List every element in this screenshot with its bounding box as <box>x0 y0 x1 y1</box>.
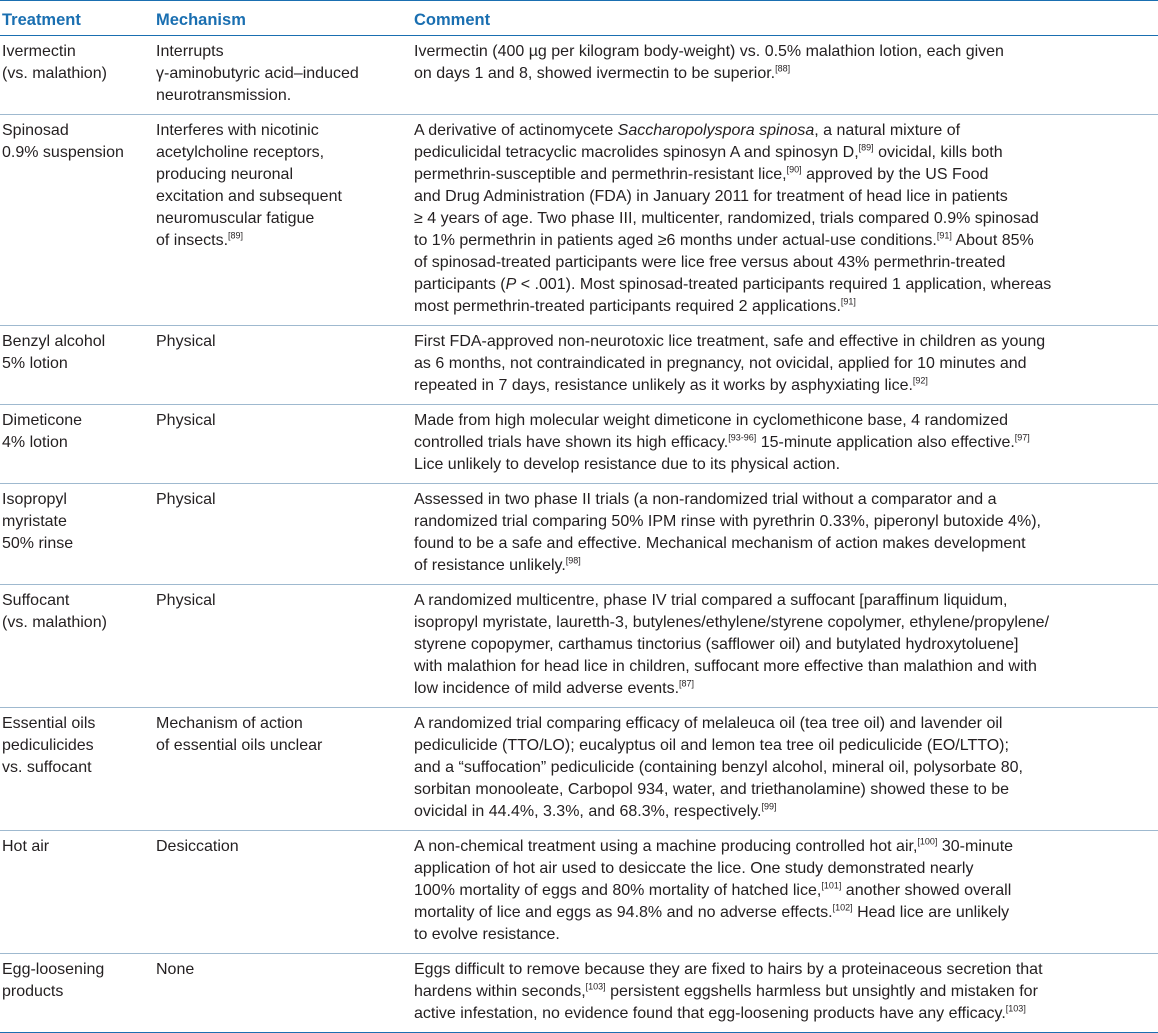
treatment-line: Egg-loosening <box>2 961 105 978</box>
comment-line: styrene copopymer, carthamus tinctorius (safflower oil) and butylated hydroxytoluene] <box>414 636 1019 653</box>
comment-line: of resistance unlikely.[98] <box>414 555 581 574</box>
treatment-line: Benzyl alcohol <box>2 333 106 350</box>
comment-line: repeated in 7 days, resistance unlikely as it works by asphyxiating lice.[92] <box>414 375 928 394</box>
comment-line: isopropyl myristate, lauretth-3, butylenes/ethylene/styrene copolymer, ethylene/propylene/ <box>414 614 1050 631</box>
treatment-line: pediculicides <box>2 737 94 754</box>
cell-comment <box>412 326 1158 405</box>
cell-comment <box>412 708 1158 831</box>
mechanism-line: γ-aminobutyric acid–induced <box>156 65 359 82</box>
treatment-line: Ivermectin <box>2 43 76 60</box>
cell-treatment <box>0 484 154 585</box>
table-row <box>0 326 1158 405</box>
cell-comment <box>412 954 1158 1033</box>
cell-comment <box>412 115 1158 326</box>
cell-comment <box>412 484 1158 585</box>
treatment-line: Suffocant <box>2 592 70 609</box>
comment-line: Made from high molecular weight dimeticone in cyclomethicone base, 4 randomized <box>414 412 1009 429</box>
citation: [100] <box>917 836 938 847</box>
mechanism-line: of insects.[89] <box>156 230 244 249</box>
cell-mechanism <box>154 708 412 831</box>
treatment-line: myristate <box>2 513 67 530</box>
comment-line: most permethrin-treated participants required 2 applications.[91] <box>414 296 856 315</box>
cell-mechanism <box>154 36 412 115</box>
mechanism-line: producing neuronal <box>156 166 293 183</box>
treatment-line: Spinosad <box>2 122 69 139</box>
treatment-line: Isopropyl <box>2 491 67 508</box>
comment-line: pediculicidal tetracyclic macrolides spinosyn A and spinosyn D,[89] ovicidal, kills both <box>414 142 1003 161</box>
comment-line: randomized trial comparing 50% IPM rinse with pyrethrin 0.33%, piperonyl butoxide 4%), <box>414 513 1041 530</box>
citation: [89] <box>858 142 874 153</box>
citation: [88] <box>775 63 791 74</box>
cell-treatment <box>0 585 154 708</box>
citation: [101] <box>821 880 842 891</box>
comment-line: Lice unlikely to develop resistance due to its physical action. <box>414 456 841 473</box>
comment-line: A non-chemical treatment using a machine producing controlled hot air,[100] 30-minute <box>414 836 1014 855</box>
treatment-line: (vs. malathion) <box>2 65 107 82</box>
mechanism-line: neurotransmission. <box>156 87 292 104</box>
citation: [87] <box>679 678 695 689</box>
italic-text: P <box>505 276 517 293</box>
comment-line: Ivermectin (400 µg per kilogram body-weight) vs. 0.5% malathion lotion, each given <box>414 43 1004 60</box>
citation: [91] <box>936 230 952 241</box>
comment-line: on days 1 and 8, showed ivermectin to be superior.[88] <box>414 63 791 82</box>
cell-mechanism <box>154 484 412 585</box>
treatment-line: products <box>2 983 64 1000</box>
treatment-line: 5% lotion <box>2 355 68 372</box>
comment-line: to evolve resistance. <box>414 926 560 943</box>
citation: [90] <box>786 164 802 175</box>
cell-comment <box>412 405 1158 484</box>
comment-line: mortality of lice and eggs as 94.8% and no adverse effects.[102] Head lice are unlikely <box>414 902 1010 921</box>
citation: [99] <box>761 801 777 812</box>
cell-mechanism <box>154 831 412 954</box>
table-row <box>0 954 1158 1033</box>
comment-line: Assessed in two phase II trials (a non-randomized trial without a comparator and a <box>414 491 997 508</box>
cell-mechanism <box>154 115 412 326</box>
mechanism-line: Physical <box>156 412 216 429</box>
table-row <box>0 708 1158 831</box>
table-row <box>0 405 1158 484</box>
comment-line: and Drug Administration (FDA) in January 2011 for treatment of head lice in patients <box>414 188 1008 205</box>
comment-line: permethrin-susceptible and permethrin-resistant lice,[90] approved by the US Food <box>414 164 989 183</box>
mechanism-line: Mechanism of action <box>156 715 303 732</box>
mechanism-line: Physical <box>156 592 216 609</box>
comment-line: A randomized multicentre, phase IV trial compared a suffocant [paraffinum liquidum, <box>414 592 1008 609</box>
treatment-line: Dimeticone <box>2 412 83 429</box>
comment-line: and a “suffocation” pediculicide (containing benzyl alcohol, mineral oil, polysorbate 80, <box>414 759 1023 776</box>
cell-treatment <box>0 954 154 1033</box>
cell-treatment <box>0 115 154 326</box>
mechanism-line: neuromuscular fatigue <box>156 210 315 227</box>
citation: [89] <box>228 230 244 241</box>
treatment-line: (vs. malathion) <box>2 614 107 631</box>
treatment-line: 50% rinse <box>2 535 74 552</box>
comment-line: pediculicide (TTO/LO); eucalyptus oil and lemon tea tree oil pediculicide (EO/LTTO); <box>414 737 1009 754</box>
table-row <box>0 585 1158 708</box>
cell-comment <box>412 585 1158 708</box>
cell-comment <box>412 831 1158 954</box>
comment-line: as 6 months, not contraindicated in pregnancy, not ovicidal, applied for 10 minutes and <box>414 355 1027 372</box>
comment-line: with malathion for head lice in children, suffocant more effective than malathion and with <box>414 658 1037 675</box>
citation: [98] <box>565 555 581 566</box>
comment-line: participants (P < .001). Most spinosad-treated participants required 1 application, whereas <box>414 276 1052 293</box>
comment-line: active infestation, no evidence found that egg-loosening products have any efficacy.[103] <box>414 1003 1026 1022</box>
comment-line: application of hot air used to desiccate the lice. One study demonstrated nearly <box>414 860 974 877</box>
citation: [103] <box>585 981 606 992</box>
mechanism-line: of essential oils unclear <box>156 737 323 754</box>
citation: [92] <box>912 375 928 386</box>
comment-line: First FDA-approved non-neurotoxic lice treatment, safe and effective in children as young <box>414 333 1046 350</box>
table-row <box>0 484 1158 585</box>
table-row <box>0 831 1158 954</box>
treatment-line: Essential oils <box>2 715 96 732</box>
treatment-line: 0.9% suspension <box>2 144 124 161</box>
header-mechanism: Mechanism <box>154 1 412 36</box>
citation: [103] <box>1005 1003 1026 1014</box>
cell-treatment <box>0 405 154 484</box>
citation: [97] <box>1014 432 1030 443</box>
mechanism-line: acetylcholine receptors, <box>156 144 325 161</box>
header-row <box>0 1 1158 36</box>
header-comment: Comment <box>412 1 1158 36</box>
mechanism-line: Interrupts <box>156 43 224 60</box>
mechanism-line: None <box>156 961 195 978</box>
comment-line: Eggs difficult to remove because they are fixed to hairs by a proteinaceous secretion that <box>414 961 1043 978</box>
cell-treatment <box>0 326 154 405</box>
citation: [93-96] <box>728 432 757 443</box>
mechanism-line: Physical <box>156 491 216 508</box>
cell-treatment <box>0 831 154 954</box>
citation: [91] <box>840 296 856 307</box>
citation: [102] <box>832 902 853 913</box>
comment-line: sorbitan monooleate, Carbopol 934, water, and triethanolamine) showed these to be <box>414 781 1010 798</box>
comment-line: hardens within seconds,[103] persistent eggshells harmless but unsightly and mistaken for <box>414 981 1038 1000</box>
cell-comment <box>412 36 1158 115</box>
comment-line: found to be a safe and effective. Mechanical mechanism of action makes development <box>414 535 1026 552</box>
cell-mechanism <box>154 954 412 1033</box>
comment-line: controlled trials have shown its high efficacy.[93-96] 15-minute application also effective.[97] <box>414 432 1030 451</box>
comment-line: low incidence of mild adverse events.[87] <box>414 678 695 697</box>
comment-line: A randomized trial comparing efficacy of melaleuca oil (tea tree oil) and lavender oil <box>414 715 1003 732</box>
comment-line: ≥ 4 years of age. Two phase III, multicenter, randomized, trials compared 0.9% spinosad <box>414 210 1039 227</box>
mechanism-line: Physical <box>156 333 216 350</box>
cell-mechanism <box>154 405 412 484</box>
comment-line: ovicidal in 44.4%, 3.3%, and 68.3%, respectively.[99] <box>414 801 777 820</box>
table-row <box>0 36 1158 115</box>
treatment-line: 4% lotion <box>2 434 68 451</box>
treatment-line: Hot air <box>2 838 50 855</box>
cell-treatment <box>0 36 154 115</box>
cell-treatment <box>0 708 154 831</box>
mechanism-line: Desiccation <box>156 838 239 855</box>
mechanism-line: excitation and subsequent <box>156 188 342 205</box>
header-treatment: Treatment <box>0 1 154 36</box>
comment-line: of spinosad-treated participants were lice free versus about 43% permethrin-treated <box>414 254 1006 271</box>
table-row <box>0 115 1158 326</box>
treatment-line: vs. suffocant <box>2 759 92 776</box>
comment-line: A derivative of actinomycete Saccharopolyspora spinosa, a natural mixture of <box>414 122 961 139</box>
comment-line: to 1% permethrin in patients aged ≥6 months under actual-use conditions.[91] About 85% <box>414 230 1034 249</box>
table-body <box>0 36 1158 1033</box>
comment-line: 100% mortality of eggs and 80% mortality of hatched lice,[101] another showed overall <box>414 880 1012 899</box>
cell-mechanism <box>154 585 412 708</box>
mechanism-line: Interferes with nicotinic <box>156 122 319 139</box>
italic-text: Saccharopolyspora spinosa <box>617 122 815 139</box>
cell-mechanism <box>154 326 412 405</box>
